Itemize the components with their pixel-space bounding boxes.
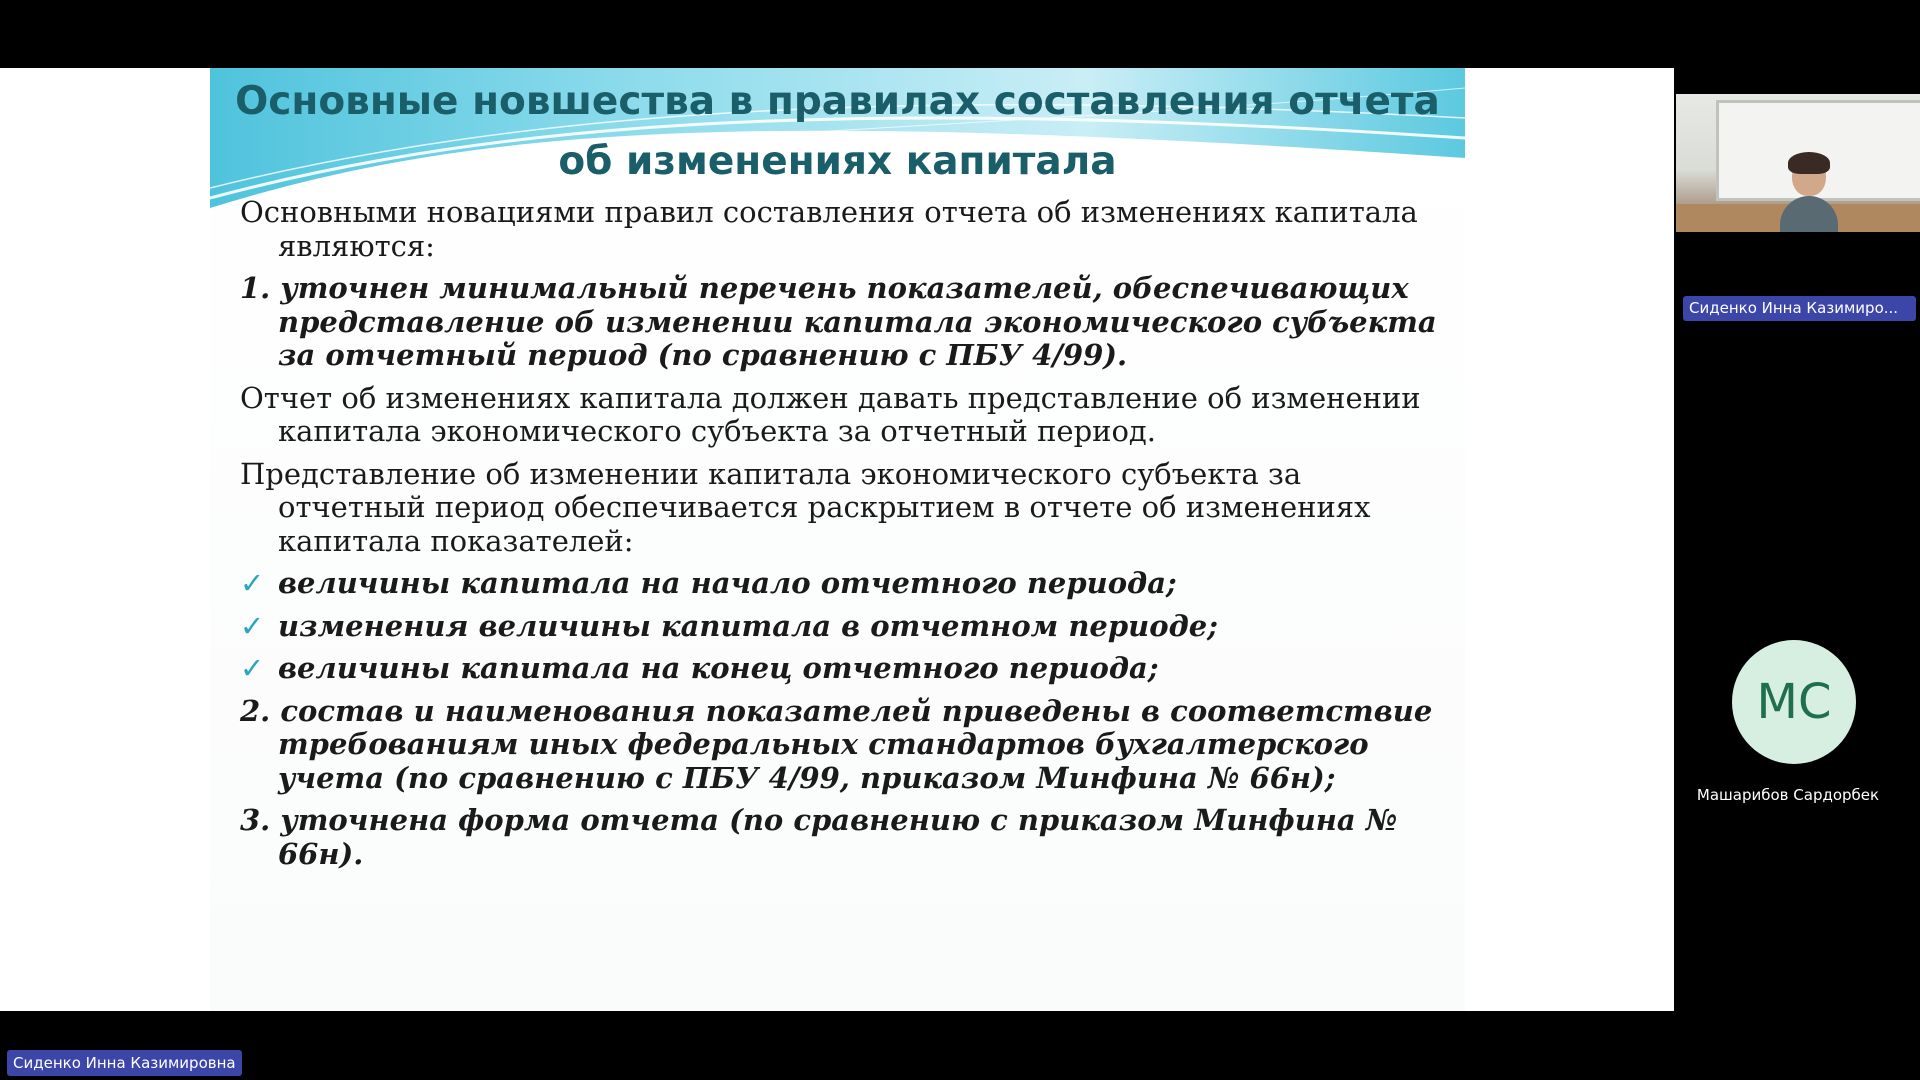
participant-video-tile[interactable] [1676,94,1920,232]
slide-title-line-1: Основные новшества в правилах составления отчета [235,79,1440,124]
presentation-slide [210,68,1465,1011]
checkmark-icon: ✓ [240,651,265,685]
slide-title-line-2: об изменениях капитала [558,139,1117,184]
slide-body [240,196,1440,880]
numbered-item-3: 3. уточнена форма отчета (по сравнению с приказом Минфина № 66н). [240,803,1398,871]
presenter-name-tag: Сиденко Инна Казимировна [7,1050,242,1076]
intro-paragraph: Основными новациями правил составления отчета об изменениях капитала являются: [240,195,1418,263]
checklist-item [240,610,1440,644]
avatar-participant-name: Машарибов Сардорбек [1696,786,1880,804]
slide-header-banner [210,68,1465,208]
video-participant-name-tag: Сиденко Инна Казимиро... [1683,296,1916,321]
checklist-item-text: величины капитала на конец отчетного периода; [278,651,1159,685]
checkmark-icon: ✓ [240,608,265,643]
body-paragraph: Представление об изменении капитала экономического субъекта за отчетный период обеспечивается раскрытием в отчете об изменениях капитала показателей: [240,456,1371,558]
checklist-item-text: величины капитала на начало отчетного периода; [278,566,1177,600]
checklist-item [240,652,1440,686]
participant-avatar[interactable]: МС [1732,640,1856,764]
person-body [1780,196,1838,232]
numbered-item-1: 1. уточнен минимальный перечень показателей, обеспечивающих представление об изменении капитала экономического субъекта за отчетный период (по сравнению с ПБУ 4/99). [240,271,1437,372]
numbered-item-2: 2. состав и наименования показателей приведены в соответствие требованиям иных федеральных стандартов бухгалтерского учета (по сравнению с ПБУ 4/99, приказом Минфина № 66н); [240,693,1433,795]
screen-share-area [0,68,1674,1011]
checkmark-icon: ✓ [240,566,265,600]
person-hair [1788,152,1830,174]
video-person [1778,156,1838,232]
checklist-item [240,567,1440,601]
body-paragraph: Отчет об изменениях капитала должен давать представление об изменении капитала экономического субъекта за отчетный период. [240,380,1421,448]
checklist-item-text: изменения величины капитала в отчетном периоде; [278,608,1218,643]
slide-title [210,72,1465,192]
